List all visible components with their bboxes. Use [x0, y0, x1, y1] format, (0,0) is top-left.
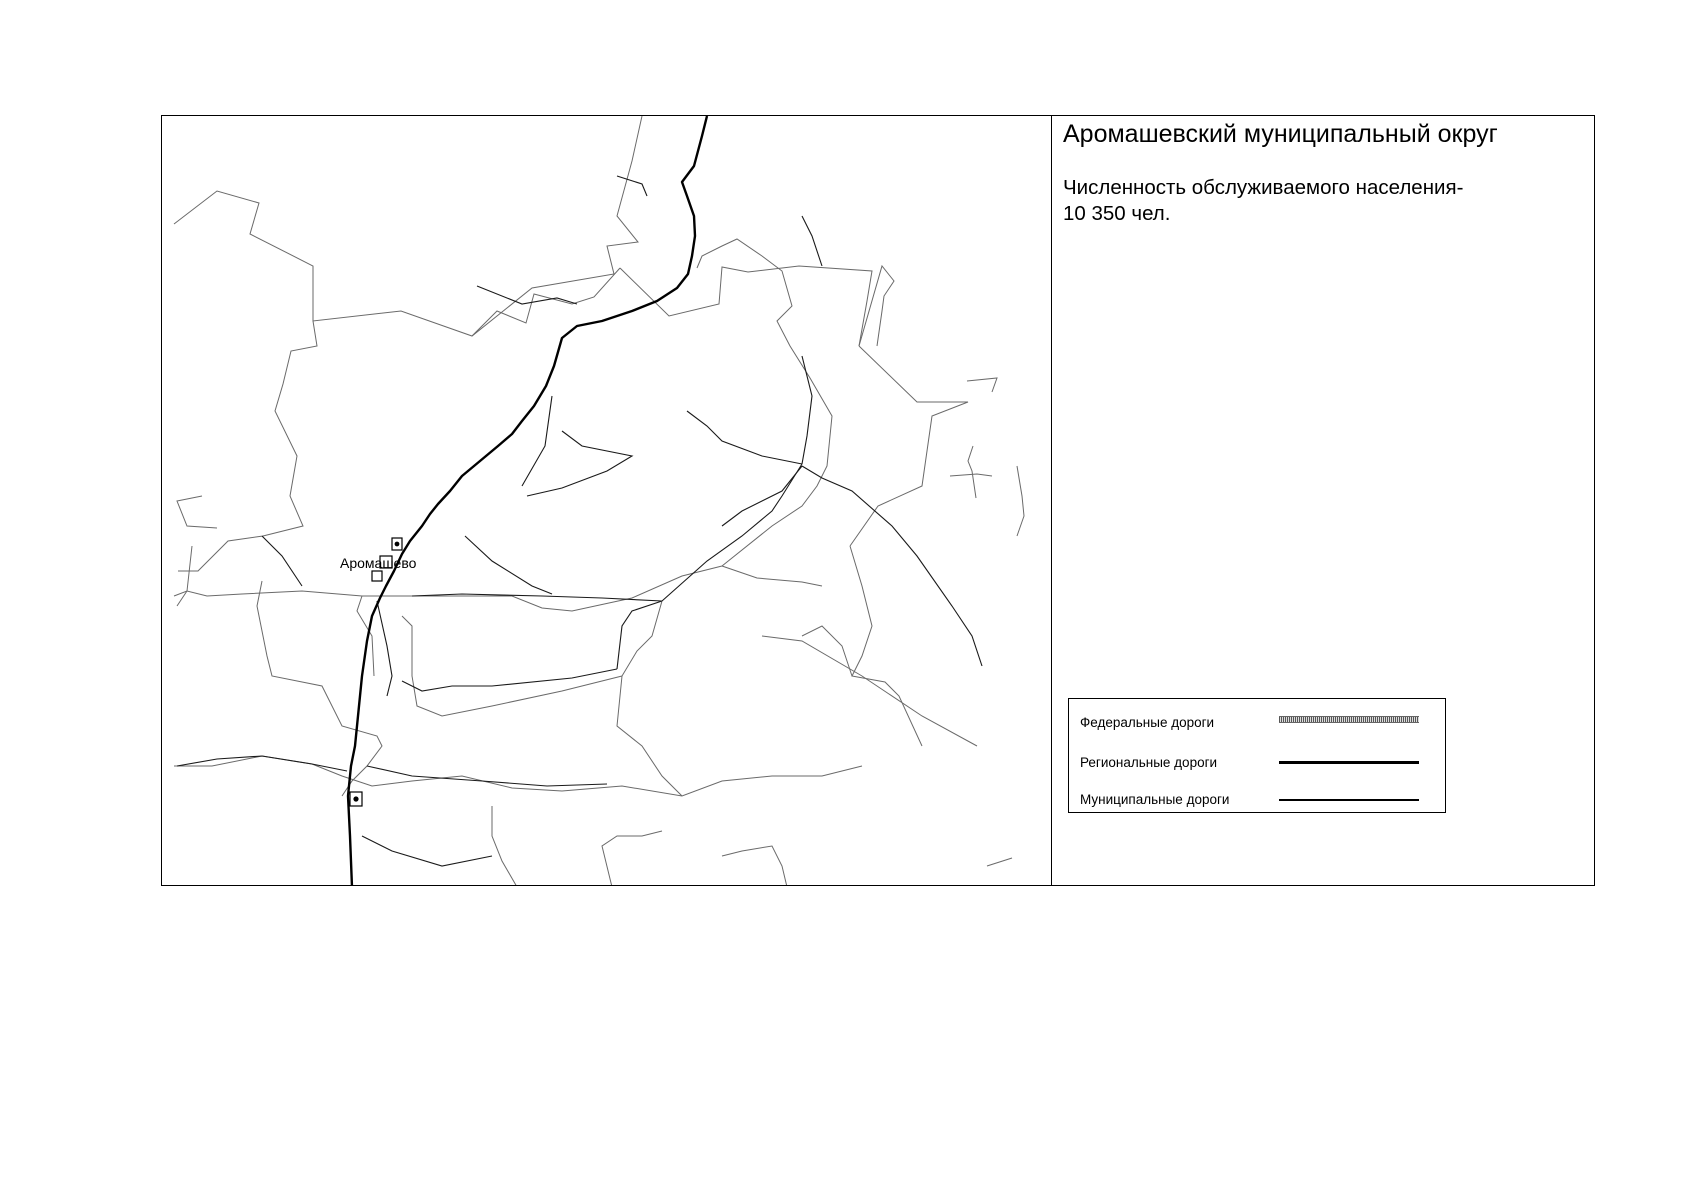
- settlement-symbols: [350, 538, 402, 806]
- boundary-line: [802, 626, 852, 676]
- poi-marker: [372, 571, 382, 581]
- legend-label-federal: Федеральные дороги: [1080, 715, 1215, 730]
- boundary-line: [174, 566, 722, 611]
- boundary-line: [402, 616, 622, 716]
- boundary-line: [174, 756, 862, 796]
- boundary-line: [987, 858, 1012, 866]
- poi-marker: [354, 797, 358, 801]
- map-sheet-frame: [161, 115, 1595, 886]
- municipal-road: [687, 411, 802, 464]
- municipal-road: [177, 756, 347, 771]
- population-value: 10 350 чел.: [1063, 202, 1171, 225]
- boundary-line: [472, 268, 620, 336]
- settlement-label-aromashevo: Аромашево: [340, 555, 417, 571]
- boundary-line: [602, 831, 662, 885]
- district-title: Аромашевский муниципальный округ: [1063, 120, 1498, 148]
- boundary-line: [177, 496, 217, 528]
- municipal-road: [722, 466, 802, 526]
- boundary-line: [492, 806, 517, 885]
- municipal-road: [527, 431, 632, 496]
- boundary-line: [722, 566, 822, 586]
- legend-swatch-federal: [1279, 716, 1419, 723]
- municipal-road: [522, 396, 552, 486]
- municipal-road: [367, 766, 607, 786]
- regional-roads: [348, 116, 707, 885]
- boundary-line: [177, 546, 192, 606]
- boundary-line: [620, 266, 872, 346]
- boundary-line: [617, 601, 682, 796]
- boundary-line: [178, 321, 317, 571]
- population-label: Численность обслуживаемого населения-: [1063, 176, 1464, 199]
- boundary-line: [859, 266, 894, 346]
- municipal-road: [617, 176, 647, 196]
- boundary-line: [762, 636, 977, 746]
- boundary-line: [967, 378, 997, 392]
- boundary-line: [950, 474, 992, 476]
- municipal-road: [802, 356, 812, 464]
- map-panel: [162, 116, 1052, 885]
- legend-swatch-regional: [1279, 761, 1419, 764]
- municipal-road: [802, 466, 982, 666]
- boundary-line: [850, 346, 968, 546]
- boundary-line: [850, 546, 922, 746]
- boundary-line: [1017, 466, 1024, 536]
- poi-marker: [395, 542, 399, 546]
- boundaries: [174, 116, 1024, 885]
- boundary-line: [968, 446, 976, 498]
- info-panel: [1052, 116, 1594, 885]
- legend: [1068, 698, 1446, 813]
- boundary-line: [257, 581, 382, 796]
- district-map: [162, 116, 1052, 885]
- legend-swatch-municipal: [1279, 799, 1419, 801]
- municipal-road: [802, 216, 822, 266]
- municipal-road: [262, 536, 302, 586]
- municipal-road: [465, 536, 552, 594]
- boundary-line: [357, 596, 374, 676]
- population-info: [1063, 175, 1463, 227]
- municipal-road: [362, 836, 492, 866]
- regional-road: [348, 116, 707, 885]
- municipal-road: [617, 601, 662, 669]
- legend-label-municipal: Муниципальные дороги: [1080, 792, 1230, 807]
- municipal-road: [377, 601, 392, 696]
- boundary-line: [722, 846, 787, 885]
- legend-label-regional: Региональные дороги: [1080, 755, 1218, 770]
- municipal-road: [402, 669, 617, 691]
